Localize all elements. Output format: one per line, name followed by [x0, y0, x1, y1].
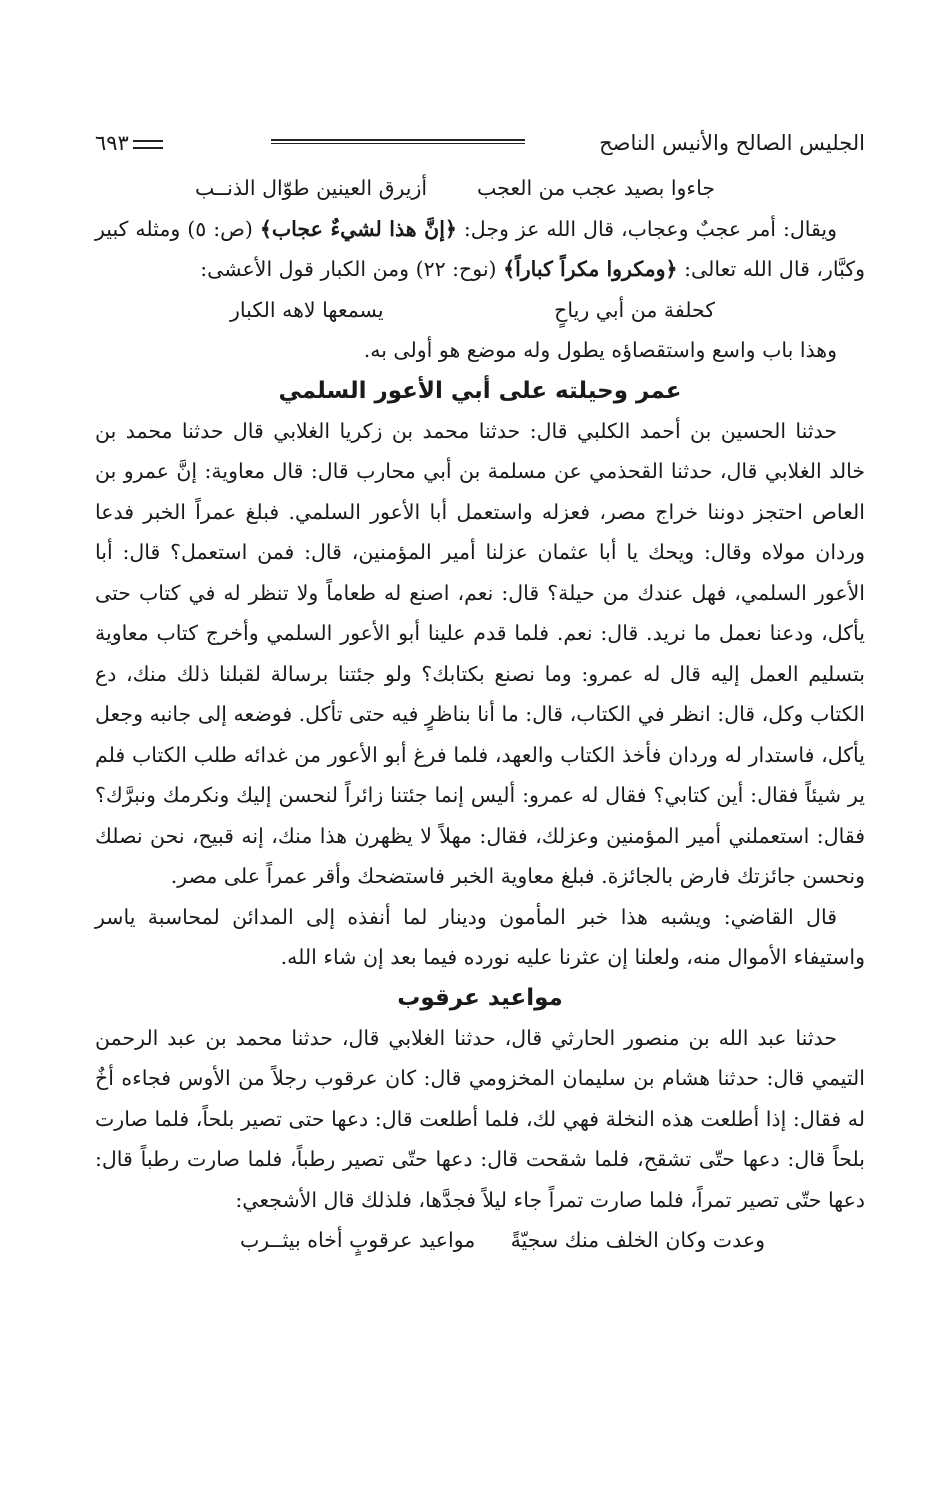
text-run: (ص: ٥) ومثله كبير وكبَّار، قال الله تعالى:	[95, 216, 865, 281]
verse-hemistich-left: مواعيد عرقوبٍ أخاه بيثــرب	[240, 1228, 476, 1252]
quran-quote: ﴿إنَّ هذا لشيءٌ عجاب﴾	[259, 216, 457, 241]
verse-line	[95, 290, 865, 331]
paragraph: قال القاضي: ويشبه هذا خبر المأمون ودينار لما أنفذه إلى المدائن لمحاسبة ياسر واستيفاء الأموال منه، ولعلنا إن عثرنا عليه نورده فيما بعد إن شاء الله.	[95, 904, 865, 969]
verse-line	[95, 1220, 865, 1261]
text-run: ويقال: أمر عجبٌ وعجاب، قال الله عز وجل:	[456, 216, 837, 241]
paragraph	[95, 209, 865, 290]
page-body	[95, 168, 865, 1261]
verse-hemistich-left: يسمعها لاهه الكبار	[230, 297, 384, 322]
section-title: عمر وحيلته على أبي الأعور السلمي	[278, 377, 682, 404]
section-title: مواعيد عرقوب	[397, 984, 563, 1011]
verse-hemistich-right: كحلفة من أبي رياحٍ	[554, 297, 715, 322]
quran-quote: ﴿ومكروا مكراً كباراً﴾	[503, 257, 678, 281]
verse-hemistich-right: جاءوا بصيد عجب من العجب	[476, 176, 715, 200]
paragraph: وهذا باب واسع واستقصاؤه يطول وله موضع هو أولى به.	[363, 338, 837, 362]
paragraph: حدثنا عبد الله بن منصور الحارثي قال، حدثنا الغلابي قال، حدثنا محمد بن عبد الرحمن التيمي قال: حدثنا هشام بن سليمان المخزومي قال: كان عرقوب رجلاً من الأوس فجاءه أخٌ له فقال: إذا أطلعت هذه النخلة فهي لك، فلما أطلعت قال: دعها حتى تصير بلحاً، فلما صارت بلحاً قال: دعها حتّى تشقح، فلما شقحت قال: دعها حتّى تصير رطباً، فلما صارت رطباً قال: دعها حتّى تصير تمراً، فلما صارت تمراً جاء ليلاً فجدَّها، فلذلك قال الأشجعي:	[95, 1025, 865, 1212]
page-number: ٦٩٣	[95, 126, 163, 160]
verse-hemistich-right: وعدت وكان الخلف منك سجيّةً	[510, 1228, 765, 1252]
running-header	[95, 126, 865, 160]
header-title: الجليس الصالح والأنيس الناصح	[599, 131, 865, 155]
paragraph: حدثنا الحسين بن أحمد الكلبي قال: حدثنا محمد بن زكريا الغلابي قال حدثنا محمد بن خالد الغلابي قال، حدثنا القحذمي عن مسلمة بن أبي محارب قال: قال معاوية: إنَّ عمرو بن العاص احتجز دوننا خراج مصر، فعزله واستعمل أبا الأعور السلمي. فبلغ عمراً الخبر فدعا وردان مولاه وقال: ويحك يا أبا عثمان عزلنا أمير المؤمنين، قال: فمن استعمل؟ قال: أبا الأعور السلمي، فهل عندك من حيلة؟ قال: نعم، اصنع له طعاماً ولا تنظر له في كتاب حتى يأكل، ودعنا نعمل ما نريد. قال: نعم. فلما قدم علينا أبو الأعور السلمي وأخرج كتاب معاوية بتسليم العمل إليه قال له عمرو: وما نصنع بكتابك؟ ولو جئتنا برسالة لقبلنا ذلك منك، دع الكتاب وكل، قال: انظر في الكتاب، قال: ما أنا بناظرٍ فيه حتى تأكل. فوضعه إلى جانبه وجعل يأكل، فاستدار له وردان فأخذ الكتاب والعهد، فلما فرغ أبو الأعور من غدائه طلب الكتاب فلم ير شيئاً فقال: أين كتابي؟ فقال له عمرو: أليس إنما جئتنا زائراً لنحسن إليك ونكرمك ونبرَّك؟ فقال: استعملني أمير المؤمنين وعزلك، فقال: مهلاً لا يظهرن هذا منك، إنه قبيح، نحن نصلك ونحسن جائزتك فارض بالجائزة. فبلغ معاوية الخبر فاستضحك وأقر عمراً على مصر.	[95, 418, 865, 888]
header-rule	[271, 139, 525, 144]
text-run: (نوح: ٢٢) ومن الكبار قول الأعشى:	[200, 257, 504, 281]
verse-hemistich-left: أزيرق العينين طوّال الذنــب	[195, 176, 428, 200]
verse-line	[95, 168, 865, 209]
